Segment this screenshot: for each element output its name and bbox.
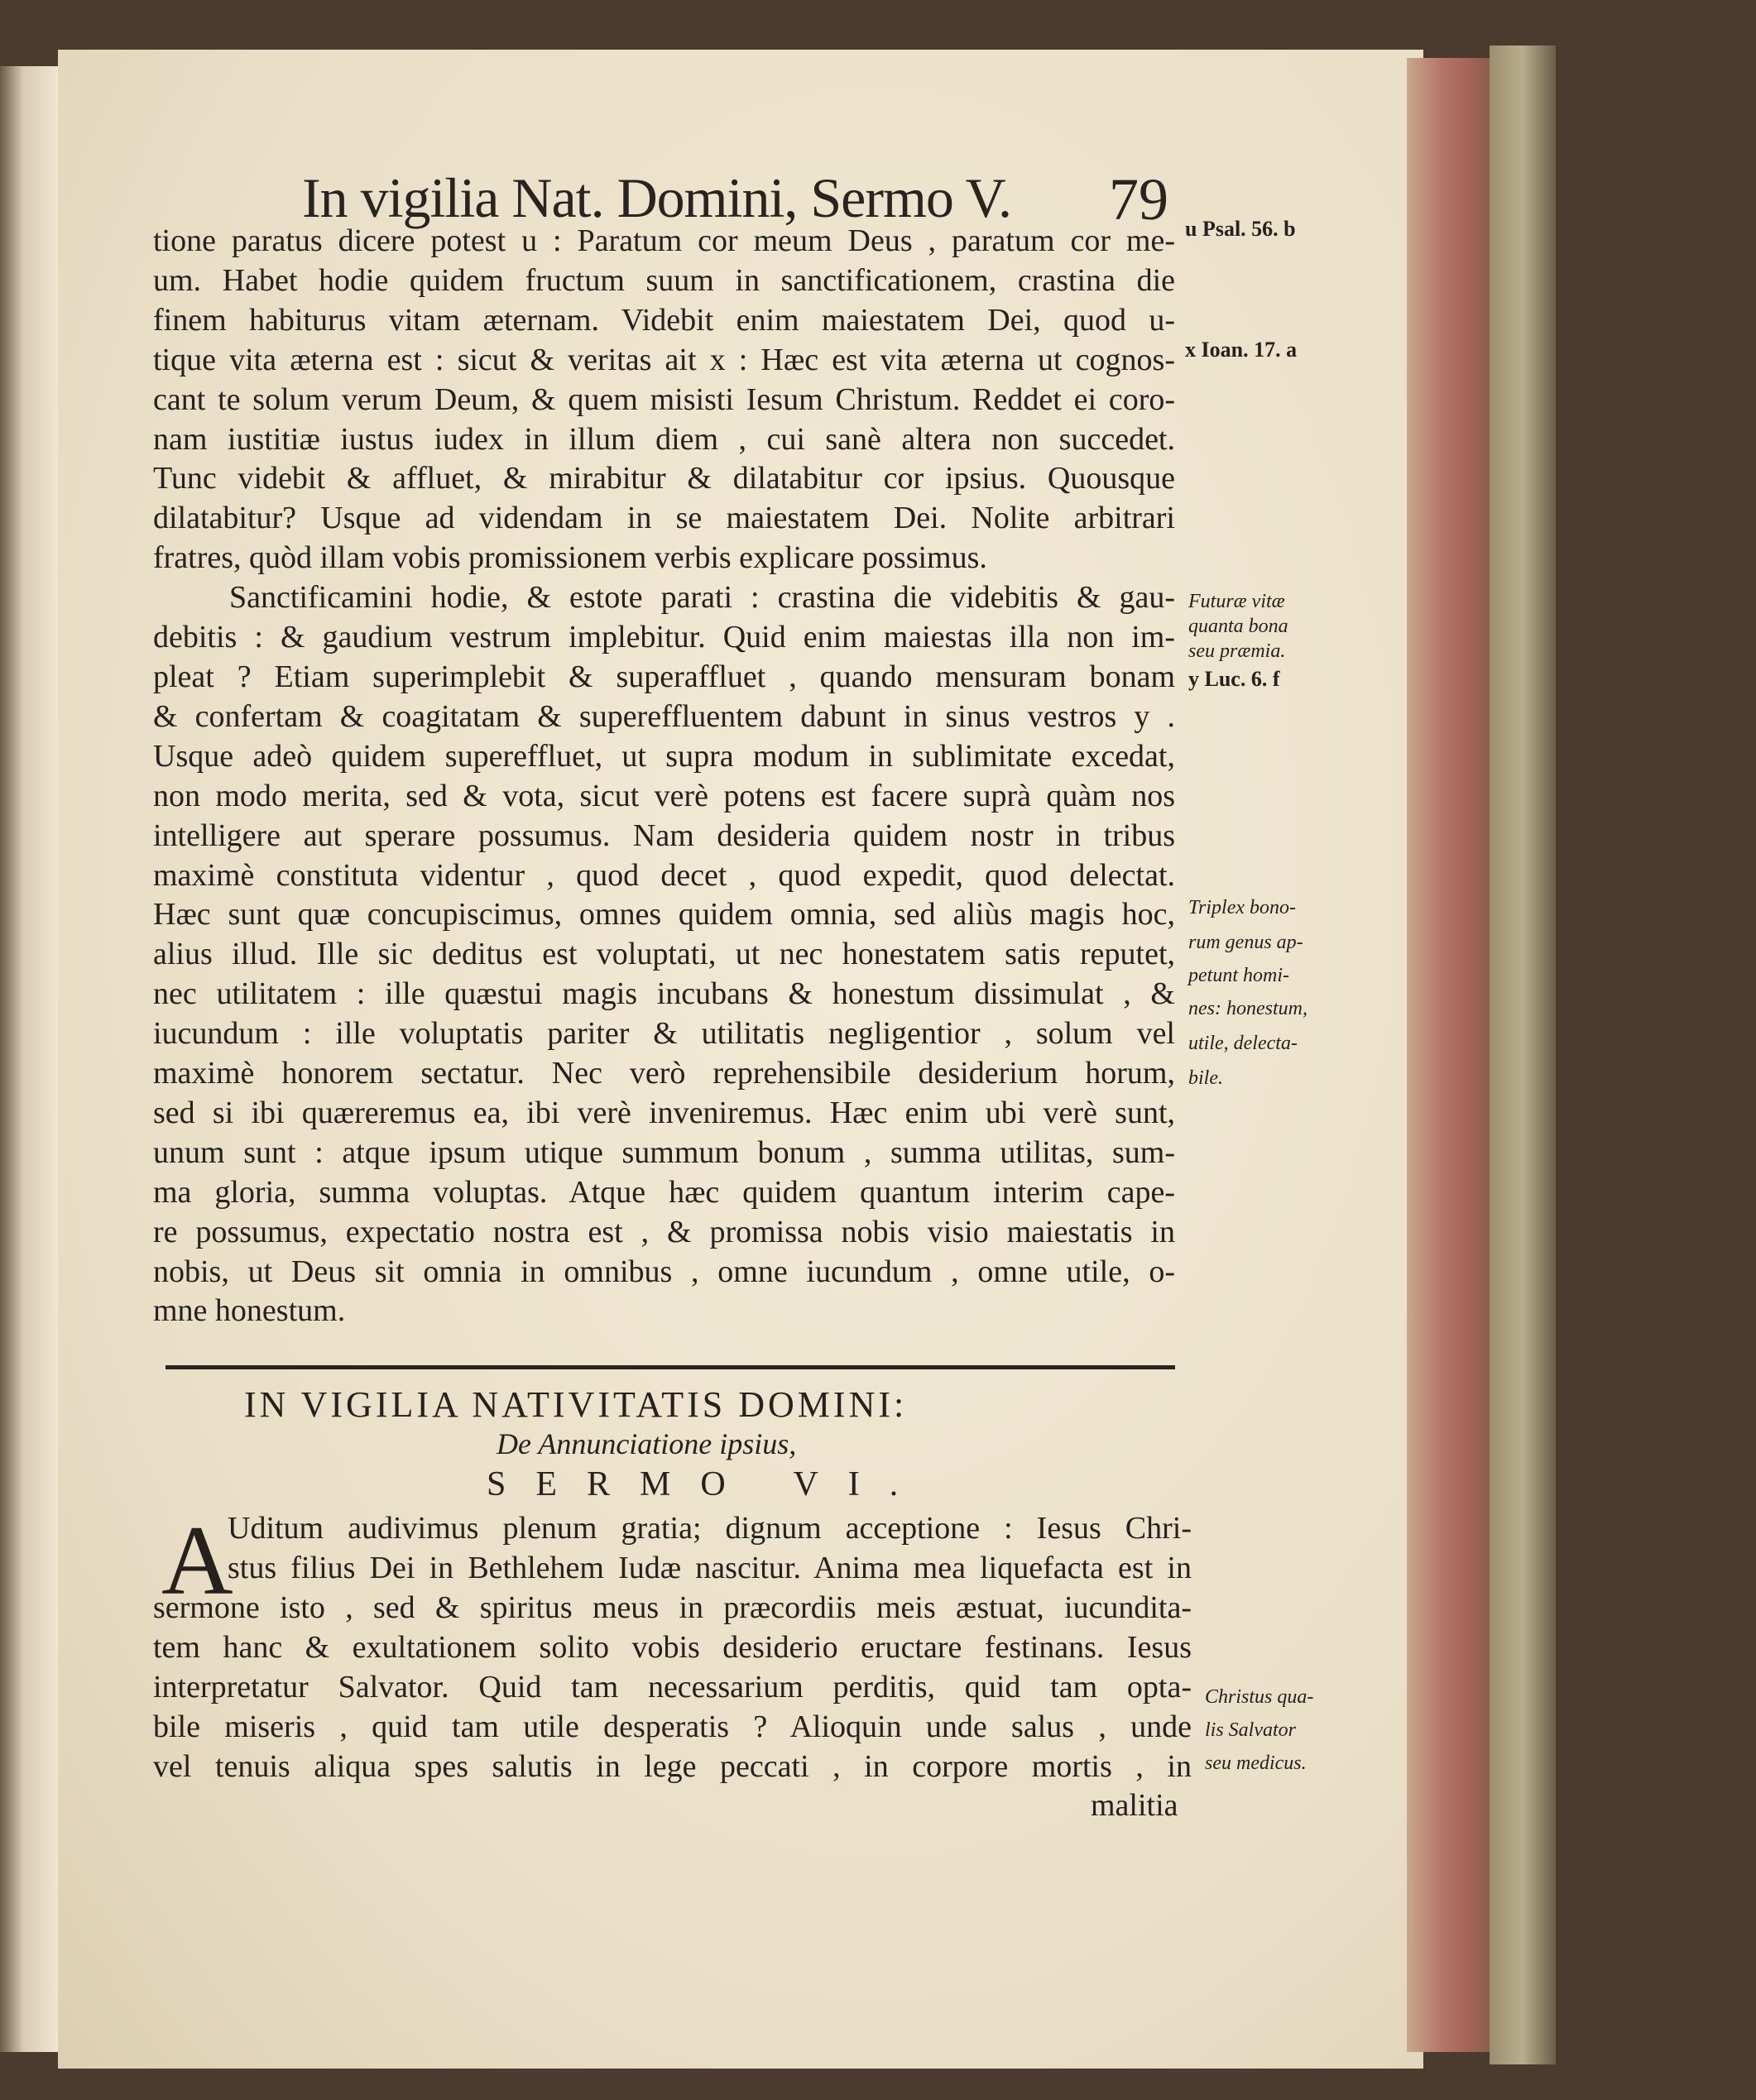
- text-line: Usque adeò quidem supereffluet, ut supra modum in sublimitate excedat,: [153, 738, 1175, 774]
- margin-note-christus-2: lis Salvator: [1205, 1719, 1297, 1741]
- margin-note-future-1: Futuræ vitæ: [1188, 591, 1285, 612]
- text-line: vel tenuis aliqua spes salutis in lege peccati , in corpore mortis , in: [153, 1749, 1192, 1784]
- text-line: intelligere aut sperare possumus. Nam desideria quidem nostr in tribus: [153, 817, 1175, 853]
- text-line: nam iustitiæ iustus iudex in illum diem , cui sanè altera non succedet.: [153, 421, 1175, 457]
- text-line: nec utilitatem : ille quæstui magis incubans & honestum dissimulat , &: [153, 976, 1175, 1012]
- section-heading: IN VIGILIA NATIVITATIS DOMINI:: [244, 1384, 908, 1425]
- text-line: non modo merita, sed & vota, sicut verè potens est facere suprà quàm nos: [153, 778, 1175, 813]
- margin-note-triplex-3: petunt homi-: [1188, 965, 1289, 986]
- text-line: iucundum : ille voluptatis pariter & utilitatis negligentior , solum vel: [153, 1016, 1175, 1052]
- text-line: alius illud. Ille sic deditus est voluptati, ut nec honestatem satis reputet,: [153, 937, 1175, 972]
- page-block-edge: [1407, 58, 1502, 2052]
- text-line: mne honestum.: [153, 1293, 346, 1329]
- text-line: dilatabitur? Usque ad videndam in se maiestatem Dei. Nolite arbitrari: [153, 501, 1175, 536]
- page-number: 79: [1109, 166, 1168, 233]
- text-line: Uditum audivimus plenum gratia; dignum acceptione : Iesus Chri-: [228, 1511, 1192, 1546]
- margin-note-triplex-5: utile, delecta-: [1188, 1033, 1298, 1054]
- text-line: finem habiturus vitam æternam. Videbit enim maiestatem Dei, quod u-: [153, 302, 1175, 338]
- text-line: & confertam & coagitatam & supereffluentem dabunt in sinus vestros y .: [153, 698, 1175, 734]
- text-line: re possumus, expectatio nostra est , & promissa nobis visio maiestatis in: [153, 1214, 1175, 1249]
- text-line: fratres, quòd illam vobis promissionem verbis explicare possimus.: [153, 540, 987, 576]
- text-line: tem hanc & exultationem solito vobis desiderio eructare festinans. Iesus: [153, 1630, 1192, 1665]
- sermon-v-text: [153, 222, 1175, 1331]
- text-line: tique vita æterna est : sicut & veritas ait x : Hæc est vita æterna ut cognos-: [153, 342, 1175, 377]
- text-line: unum sunt : atque ipsum utique summum bonum , summa utilitas, sum-: [153, 1134, 1175, 1170]
- text-line: pleat ? Etiam superimplebit & superaffluet , quando mensuram bonam: [153, 659, 1175, 694]
- text-line: maximè constituta videntur , quod decet , quod expedit, quod delectat.: [153, 857, 1175, 893]
- catchword: malitia: [1091, 1788, 1178, 1823]
- text-line: Hæc sunt quæ concupiscimus, omnes quidem omnia, sed aliùs magis hoc,: [153, 897, 1175, 933]
- text-line: um. Habet hodie quidem fructum suum in sanctificationem, crastina die: [153, 262, 1175, 298]
- margin-note-ioan: x Ioan. 17. a: [1185, 338, 1298, 362]
- text-line: cant te solum verum Deum, & quem misisti Iesum Christum. Reddet ei coro-: [153, 381, 1175, 417]
- text-line: bile miseris , quid tam utile desperatis ? Alioquin unde salus , unde: [153, 1709, 1192, 1744]
- sermo-title: SERMO VI.: [487, 1465, 928, 1503]
- text-line: maximè honorem sectatur. Nec verò reprehensibile desiderium horum,: [153, 1056, 1175, 1091]
- left-page-edge: [0, 66, 58, 2052]
- margin-note-triplex-4: nes: honestum,: [1188, 998, 1307, 1019]
- margin-note-triplex-6: bile.: [1188, 1067, 1223, 1089]
- margin-note-future-3: seu præmia.: [1188, 640, 1286, 662]
- margin-note-future-2: quanta bona: [1188, 616, 1288, 637]
- margin-note-psalm: u Psal. 56. b: [1185, 217, 1296, 241]
- text-line: ma gloria, summa voluptas. Atque hæc quidem quantum interim cape-: [153, 1174, 1175, 1210]
- book-cover-edge: [1490, 46, 1556, 2064]
- text-line: Tunc videbit & affluet, & mirabitur & dilatabitur cor ipsius. Quousque: [153, 461, 1175, 496]
- text-line: nobis, ut Deus sit omnia in omnibus , omne iucundum , omne utile, o-: [153, 1254, 1175, 1289]
- margin-note-triplex-1: Triplex bono-: [1188, 897, 1296, 918]
- sermon-vi-text: [153, 1505, 1192, 1786]
- margin-note-christus-1: Christus qua-: [1205, 1686, 1314, 1708]
- running-head-title: In vigilia Nat. Domini, Sermo V.: [302, 166, 1012, 229]
- section-rule: [166, 1365, 1175, 1369]
- text-line: tione paratus dicere potest u : Paratum cor meum Deus , paratum cor me-: [153, 223, 1175, 258]
- text-line: stus filius Dei in Bethlehem Iudæ nascitur. Anima mea liquefacta est in: [228, 1551, 1192, 1585]
- text-line: interpretatur Salvator. Quid tam necessarium perditis, quid tam opta-: [153, 1670, 1192, 1704]
- margin-note-triplex-2: rum genus ap-: [1188, 932, 1303, 953]
- text-line: debitis : & gaudium vestrum implebitur. Quid enim maiestas illa non im-: [153, 620, 1175, 655]
- text-line: sermone isto , sed & spiritus meus in præcordiis meis æstuat, iucundita-: [153, 1590, 1192, 1625]
- section-subheading: De Annunciatione ipsius,: [497, 1427, 797, 1460]
- text-line: Sanctificamini hodie, & estote parati : crastina die videbitis & gau-: [229, 580, 1175, 616]
- text-line: sed si ibi quæreremus ea, ibi verè inveniremus. Hæc enim ubi verè sunt,: [153, 1095, 1175, 1130]
- drop-cap: A: [161, 1505, 233, 1615]
- margin-note-christus-3: seu medicus.: [1205, 1752, 1307, 1774]
- margin-note-luc: y Luc. 6. f: [1188, 667, 1280, 691]
